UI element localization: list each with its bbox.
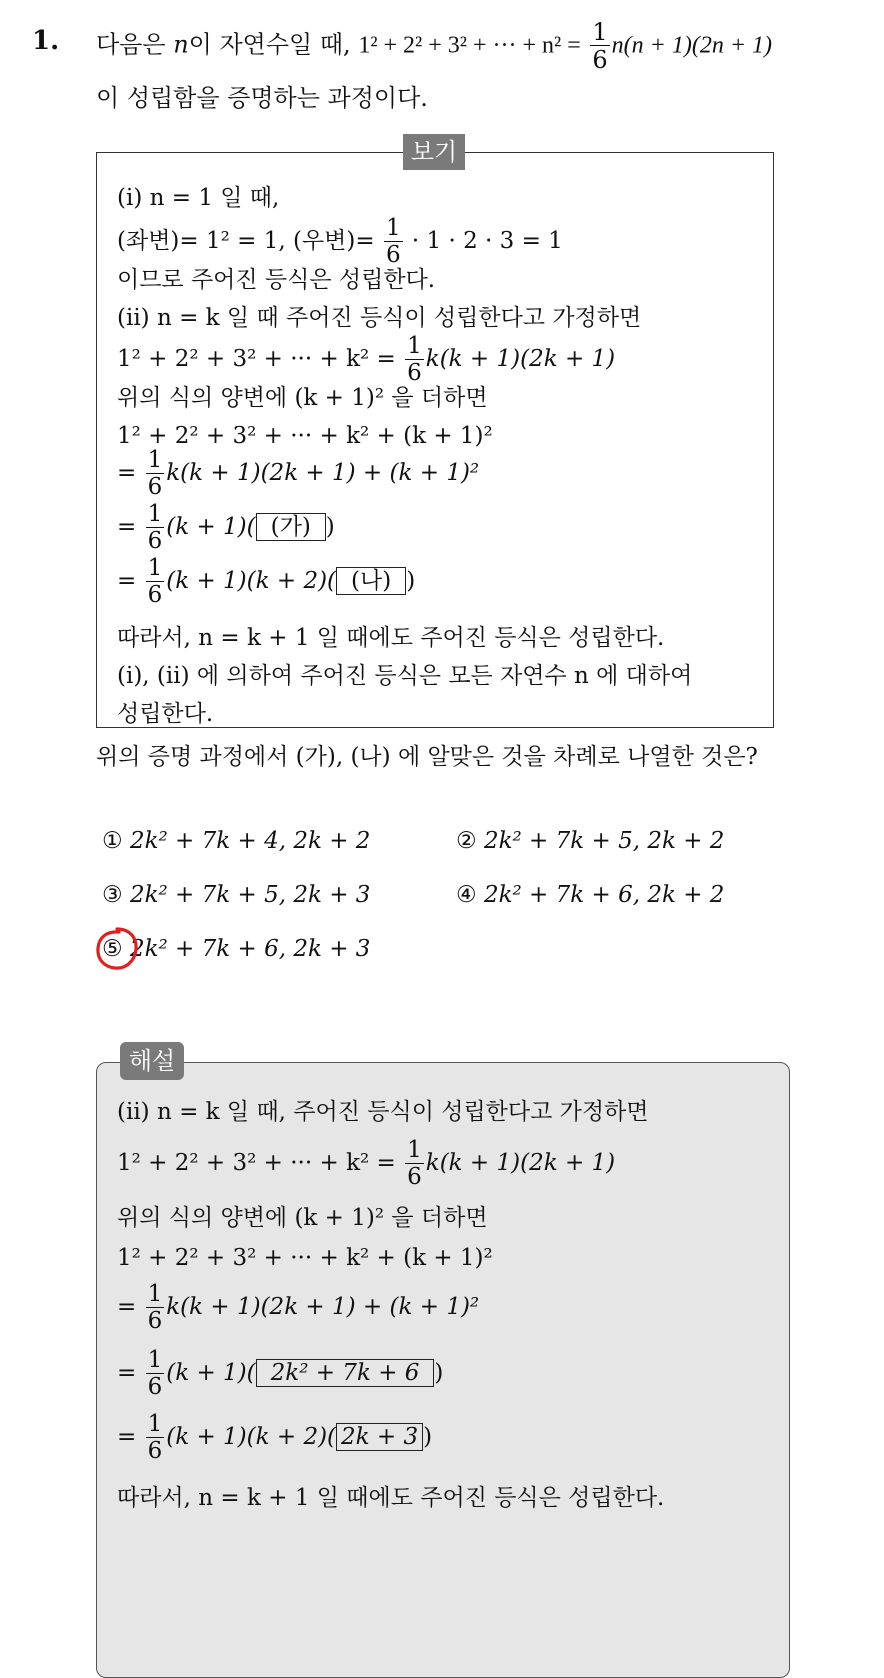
bogi-l9-c: ) (325, 514, 335, 540)
bogi-l10-b: (k + 1)(k + 2)( (166, 568, 337, 594)
haeseol-l2-b: k(k + 1)(2k + 1) (425, 1150, 616, 1176)
bogi-l10-frac (146, 557, 165, 607)
choice-text: 2k² + 7k + 5, 2k + 2 (483, 828, 725, 854)
bogi-tag: 보기 (403, 134, 465, 170)
choice-text: 2k² + 7k + 5, 2k + 3 (129, 882, 371, 908)
fraction-den: 6 (147, 1308, 163, 1334)
statement-prefix: 다음은 (96, 30, 166, 59)
bogi-l5-b: k(k + 1)(2k + 1) (425, 346, 616, 372)
haeseol-line-8: 따라서, n = k + 1 일 때에도 주어진 등식은 성립한다. (117, 1485, 665, 1511)
bogi-l8-b: k(k + 1)(2k + 1) + (k + 1)² (166, 460, 480, 486)
choice-5[interactable] (102, 936, 370, 962)
answer-box-na: 2k + 3 (336, 1423, 423, 1451)
haeseol-line-5 (117, 1283, 479, 1333)
haeseol-l6-b: (k + 1)( (166, 1360, 256, 1386)
fraction-num: 1 (147, 447, 163, 473)
answer-circle-mark (93, 925, 141, 973)
haeseol-l5-b: k(k + 1)(2k + 1) + (k + 1)² (166, 1294, 480, 1320)
choice-1[interactable] (102, 828, 370, 854)
haeseol-box (96, 1062, 790, 1678)
haeseol-l6-a: = (117, 1360, 137, 1386)
haeseol-l2-a: 1² + 2² + 3² + ··· + k² = (117, 1150, 396, 1176)
question-text: 위의 증명 과정에서 (가), (나) 에 알맞은 것을 차례로 나열한 것은? (96, 744, 758, 770)
bogi-box (96, 152, 774, 728)
bogi-l5-a: 1² + 2² + 3² + ··· + k² = (117, 346, 396, 372)
bogi-line-13: 성립한다. (117, 701, 214, 727)
haeseol-l6-frac (146, 1349, 165, 1399)
haeseol-l7-b: (k + 1)(k + 2)( (166, 1424, 337, 1450)
bogi-l9-frac (146, 503, 165, 553)
haeseol-line-7 (117, 1413, 432, 1463)
fraction-num: 1 (147, 555, 163, 581)
bogi-l9-a: = (117, 514, 137, 540)
haeseol-l7-c: ) (423, 1424, 433, 1450)
haeseol-l6-c: ) (434, 1360, 444, 1386)
bogi-l9-b: (k + 1)( (166, 514, 256, 540)
bogi-line-1: (i) n = 1 일 때, (117, 185, 280, 211)
fraction-num: 1 (147, 1347, 163, 1373)
haeseol-line-3: 위의 식의 양변에 (k + 1)² 을 더하면 (117, 1205, 488, 1231)
statement-mid: 이 자연수일 때, (188, 30, 351, 59)
haeseol-line-4: 1² + 2² + 3² + ··· + k² + (k + 1)² (117, 1245, 493, 1271)
problem-statement-line1 (96, 20, 772, 72)
choice-2[interactable] (456, 828, 724, 854)
haeseol-l5-a: = (117, 1294, 137, 1320)
fraction-den: 6 (147, 582, 163, 608)
choice-mark: ⑤ (102, 936, 123, 962)
fraction-den: 6 (407, 1164, 422, 1190)
bogi-l10-a: = (117, 568, 137, 594)
fraction-den: 6 (147, 1438, 163, 1464)
fraction-den: 6 (592, 46, 608, 74)
bogi-l8-a: = (117, 460, 137, 486)
choice-4[interactable] (456, 882, 724, 908)
bogi-line-2 (117, 217, 563, 267)
bogi-line-7: 1² + 2² + 3² + ··· + k² + (k + 1)² (117, 423, 493, 449)
fraction-num: 1 (385, 215, 401, 241)
bogi-l8-frac (146, 449, 165, 499)
haeseol-line-2 (117, 1139, 615, 1189)
statement-eq-lhs: 1² + 2² + 3² + ··· + n² = (358, 32, 581, 59)
bogi-line-4: (ii) n = k 일 때 주어진 등식이 성립한다고 가정하면 (117, 305, 642, 331)
haeseol-l2-frac (405, 1139, 424, 1189)
choice-mark: ② (456, 828, 477, 854)
bogi-line-10 (117, 557, 415, 607)
answer-box-ga: 2k² + 7k + 6 (256, 1359, 435, 1387)
bogi-line-12: (i), (ii) 에 의하여 주어진 등식은 모든 자연수 n 에 대하여 (117, 663, 693, 689)
bogi-line-3: 이므로 주어진 등식은 성립한다. (117, 267, 436, 293)
blank-ga: (가) (256, 513, 326, 541)
bogi-line-6: 위의 식의 양변에 (k + 1)² 을 더하면 (117, 385, 488, 411)
bogi-line-11: 따라서, n = k + 1 일 때에도 주어진 등식은 성립한다. (117, 625, 665, 651)
bogi-l2-b: · 1 · 2 · 3 = 1 (411, 228, 563, 254)
bogi-l5-frac (405, 335, 424, 385)
haeseol-l7-a: = (117, 1424, 137, 1450)
fraction-den: 6 (147, 1374, 163, 1400)
fraction-den: 6 (147, 528, 163, 554)
haeseol-tag: 해설 (120, 1042, 184, 1080)
bogi-l2-a: (좌변)= 1² = 1, (우변)= (117, 228, 375, 254)
fraction-num: 1 (592, 18, 608, 46)
bogi-l2-frac (384, 217, 403, 267)
choice-3[interactable] (102, 882, 370, 908)
bogi-line-8 (117, 449, 479, 499)
bogi-l10-c: ) (406, 568, 416, 594)
fraction-num: 1 (147, 501, 163, 527)
haeseol-l5-frac (146, 1283, 165, 1333)
choice-mark: ④ (456, 882, 477, 908)
fraction-num: 1 (407, 333, 422, 359)
fraction-num: 1 (147, 1411, 163, 1437)
choice-text: 2k² + 7k + 4, 2k + 2 (129, 828, 371, 854)
haeseol-line-1: (ii) n = k 일 때, 주어진 등식이 성립한다고 가정하면 (117, 1099, 649, 1125)
problem-number: 1. (32, 26, 60, 56)
blank-na: (나) (336, 567, 406, 595)
choice-text: 2k² + 7k + 6, 2k + 3 (129, 936, 371, 962)
statement-fraction (590, 20, 609, 72)
fraction-den: 6 (147, 474, 163, 500)
haeseol-l7-frac (146, 1413, 165, 1463)
bogi-line-9 (117, 503, 335, 553)
fraction-num: 1 (407, 1137, 422, 1163)
fraction-den: 6 (385, 242, 401, 268)
problem-statement-line2: 이 성립함을 증명하는 과정이다. (96, 84, 428, 112)
bogi-line-5 (117, 335, 615, 385)
haeseol-line-6 (117, 1349, 443, 1399)
choice-mark: ① (102, 828, 123, 854)
statement-var: n (173, 30, 189, 59)
fraction-num: 1 (147, 1281, 163, 1307)
choice-mark: ③ (102, 882, 123, 908)
statement-eq-rhs: n(n + 1)(2n + 1) (611, 32, 773, 59)
choice-text: 2k² + 7k + 6, 2k + 2 (483, 882, 725, 908)
fraction-den: 6 (407, 360, 422, 386)
